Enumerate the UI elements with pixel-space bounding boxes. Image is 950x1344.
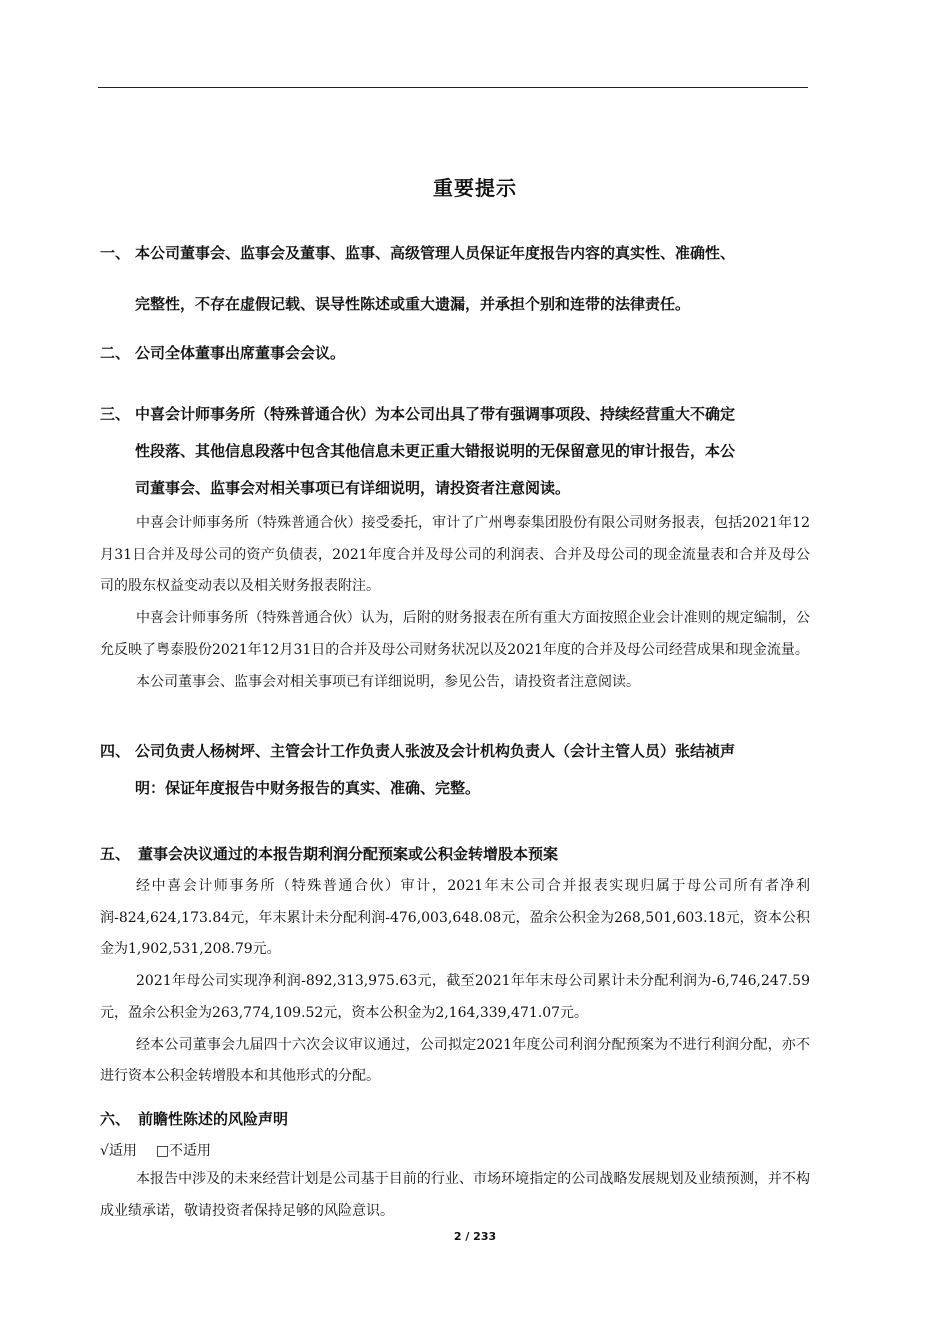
section-5-body xyxy=(100,871,810,1093)
section-6-title: 前瞻性陈述的风险声明 xyxy=(138,1110,289,1128)
page-title: 重要提示 xyxy=(433,176,517,200)
section-5-number: 五、 xyxy=(100,845,131,863)
section-3-line-3: 司董事会、监事会对相关事项已有详细说明，请投资者注意阅读。 xyxy=(135,479,571,497)
section-1 xyxy=(100,235,812,323)
section-3-body xyxy=(100,508,810,698)
applicable-option: √适用 xyxy=(100,1143,137,1159)
section-4-line-2: 明：保证年度报告中财务报告的真实、准确、完整。 xyxy=(135,779,481,797)
section-3-line-2: 性段落、其他信息段落中包含其他信息未更正重大错报说明的无保留意见的审计报告，本公 xyxy=(135,442,736,460)
section-2-number: 二、 xyxy=(100,344,131,362)
section-3-paragraph-3: 本公司董事会、监事会对相关事项已有详细说明，参见公告，请投资者注意阅读。 xyxy=(136,673,640,690)
section-5-paragraph-2: 2021年母公司实现净利润-892,313,975.63元，截至2021年年末母公司累计未分配利润为-6,746,247.59元，盈余公积金为263,774,109.52元，资本公积金为2,164,339,471.07元。 xyxy=(100,973,810,1021)
section-6-number: 六、 xyxy=(100,1110,131,1128)
section-3-number: 三、 xyxy=(100,405,131,423)
not-applicable-option: □不适用 xyxy=(155,1143,212,1159)
section-6-heading xyxy=(100,1108,812,1130)
section-3 xyxy=(100,396,812,507)
applicability-options xyxy=(100,1140,211,1162)
section-4-number: 四、 xyxy=(100,742,131,760)
section-3-paragraph-1: 中喜会计师事务所（特殊普通合伙）接受委托，审计了广州粤泰集团股份有限公司财务报表，包括2021年12月31日合并及母公司的资产负债表，2021年度合并及母公司的利润表、合并及母公司的现金流量表和合并及母公司的股东权益变动表以及相关财务报表附注。 xyxy=(100,515,810,595)
section-1-line-1: 本公司董事会、监事会及董事、监事、高级管理人员保证年度报告内容的真实性、准确性、 xyxy=(135,244,736,262)
header-rule xyxy=(98,87,808,88)
section-3-paragraph-2: 中喜会计师事务所（特殊普通合伙）认为，后附的财务报表在所有重大方面按照企业会计准则的规定编制，公允反映了粤泰股份2021年12月31日的合并及母公司财务状况以及2021年度的合并及母公司经营成果和现金流量。 xyxy=(100,610,810,658)
section-2 xyxy=(100,335,812,372)
section-4-line-1: 公司负责人杨树坪、主管会计工作负责人张波及会计机构负责人（会计主管人员）张结祯声 xyxy=(135,742,736,760)
section-5-heading xyxy=(100,843,812,865)
section-1-line-2: 完整性，不存在虚假记载、误导性陈述或重大遗漏，并承担个别和连带的法律责任。 xyxy=(135,295,691,313)
section-5-title: 董事会决议通过的本报告期利润分配预案或公积金转增股本预案 xyxy=(138,845,559,863)
section-2-line-1: 公司全体董事出席董事会会议。 xyxy=(135,344,346,362)
section-1-number: 一、 xyxy=(100,244,131,262)
section-4 xyxy=(100,733,812,807)
section-6-paragraph-1: 本报告中涉及的未来经营计划是公司基于目前的行业、市场环境指定的公司战略发展规划及业绩预测，并不构成业绩承诺，敬请投资者保持足够的风险意识。 xyxy=(100,1171,810,1219)
section-6-body xyxy=(100,1164,810,1227)
section-5-paragraph-1: 经中喜会计师事务所（特殊普通合伙）审计，2021年末公司合并报表实现归属于母公司所有者净利润-824,624,173.84元，年末累计未分配利润-476,003,648.08元，盈余公积金为268,501,603.18元，资本公积金为1,902,531,208.79元。 xyxy=(100,878,810,958)
section-5-paragraph-3: 经本公司董事会九届四十六次会议审议通过，公司拟定2021年度公司利润分配预案为不进行利润分配，亦不进行资本公积金转增股本和其他形式的分配。 xyxy=(100,1036,810,1085)
section-3-line-1: 中喜会计师事务所（特殊普通合伙）为本公司出具了带有强调事项段、持续经营重大不确定 xyxy=(135,405,736,423)
page-number: 2 / 233 xyxy=(453,1230,497,1243)
